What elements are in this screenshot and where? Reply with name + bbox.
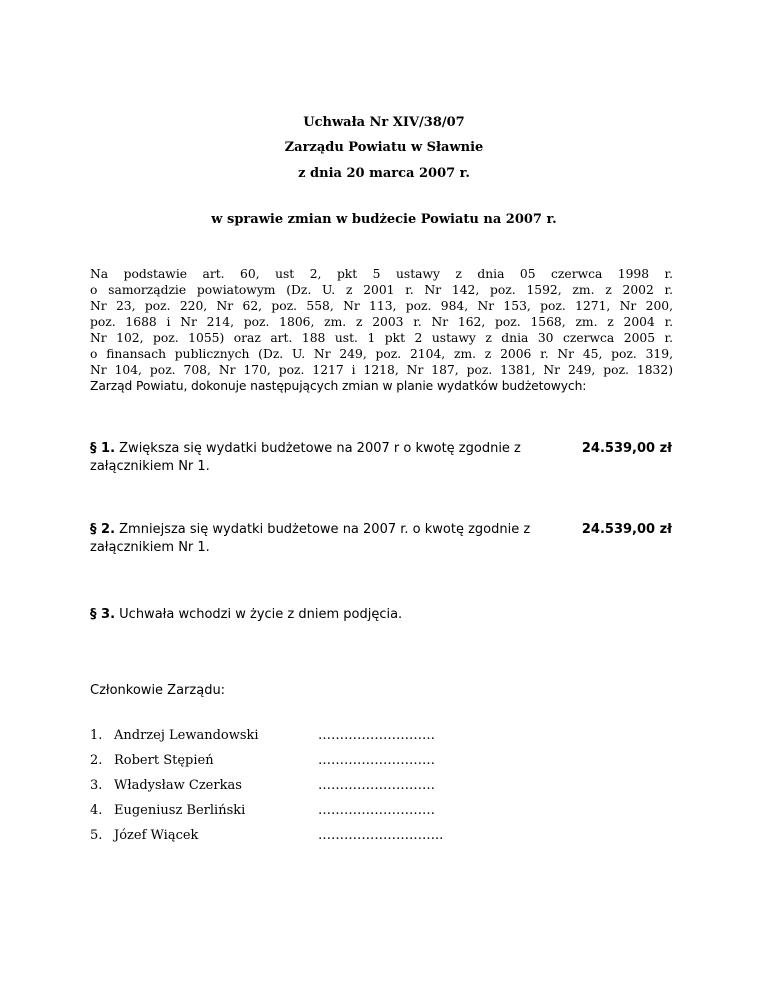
member-name: Robert Stępień [114, 753, 214, 768]
member-name: Andrzej Lewandowski [114, 728, 259, 743]
resolution-number: Uchwała Nr XIV/38/07 [303, 115, 465, 130]
resolution-subject: w sprawie zmian w budżecie Powiatu na 2007 r. [211, 212, 557, 227]
signature-line: ……………………… [318, 728, 435, 743]
member-row [90, 727, 490, 745]
preamble-line: Zarząd Powiatu, dokonuje następujących zmian w planie wydatków budżetowych: [90, 379, 587, 393]
paragraph-1-number: § 1. [90, 441, 116, 456]
paragraph-1 [90, 440, 540, 476]
paragraph-3-text: Uchwała wchodzi w życie z dniem podjęcia. [119, 607, 403, 622]
member-row [90, 802, 490, 820]
preamble-line: poz. 1688 i Nr 214, poz. 1806, zm. z 2003 r. Nr 162, poz. 1568, zm. z 2004 r. [90, 315, 673, 329]
signature-line: ……………………… [318, 778, 435, 793]
paragraph-2 [90, 521, 540, 557]
paragraph-3 [90, 606, 402, 624]
paragraph-1-amount: 24.539,00 zł [581, 441, 672, 456]
issuing-body: Zarządu Powiatu w Sławnie [284, 140, 484, 155]
preamble-line: Nr 23, poz. 220, Nr 62, poz. 558, Nr 113, poz. 984, Nr 153, poz. 1271, Nr 200, [90, 299, 673, 313]
member-index: 5. [90, 828, 103, 843]
preamble-line: Nr 104, poz. 708, Nr 170, poz. 1217 i 1218, Nr 187, poz. 1381, Nr 249, poz. 1832) [90, 363, 673, 377]
paragraph-1-text: Zwiększa się wydatki budżetowe na 2007 r o kwotę zgodnie z załącznikiem Nr 1. [90, 441, 521, 474]
member-index: 2. [90, 753, 103, 768]
member-row [90, 827, 490, 845]
signature-line: ……………………… [318, 803, 435, 818]
paragraph-2-text: Zmniejsza się wydatki budżetowe na 2007 r. o kwotę zgodnie z załącznikiem Nr 1. [90, 522, 531, 555]
paragraph-3-number: § 3. [90, 607, 116, 622]
signature-line: ……………………… [318, 753, 435, 768]
resolution-date: z dnia 20 marca 2007 r. [298, 166, 470, 181]
member-name: Józef Wiącek [114, 828, 199, 843]
preamble-line: Nr 102, poz. 1055) oraz art. 188 ust. 1 pkt 2 ustawy z dnia 30 czerwca 2005 r. [90, 331, 673, 345]
member-index: 4. [90, 803, 103, 818]
paragraph-1-body [90, 440, 540, 476]
paragraph-2-body [90, 521, 540, 557]
members-title: Członkowie Zarządu: [90, 683, 226, 698]
member-name: Eugeniusz Berliński [114, 803, 246, 818]
preamble-line: o finansach publicznych (Dz. U. Nr 249, poz. 2104, zm. z 2006 r. Nr 45, poz. 319, [90, 347, 673, 361]
member-name: Władysław Czerkas [114, 778, 242, 793]
paragraph-2-number: § 2. [90, 522, 116, 537]
preamble-line: Na podstawie art. 60, ust 2, pkt 5 ustawy z dnia 05 czerwca 1998 r. [90, 267, 673, 281]
member-index: 1. [90, 728, 103, 743]
member-row [90, 752, 490, 770]
preamble [90, 266, 673, 394]
member-row [90, 777, 490, 795]
signature-line: ……………………….. [318, 828, 444, 843]
member-index: 3. [90, 778, 103, 793]
paragraph-2-amount: 24.539,00 zł [581, 522, 672, 537]
preamble-line: o samorządzie powiatowym (Dz. U. z 2001 r. Nr 142, poz. 1592, zm. z 2002 r. [90, 283, 673, 297]
